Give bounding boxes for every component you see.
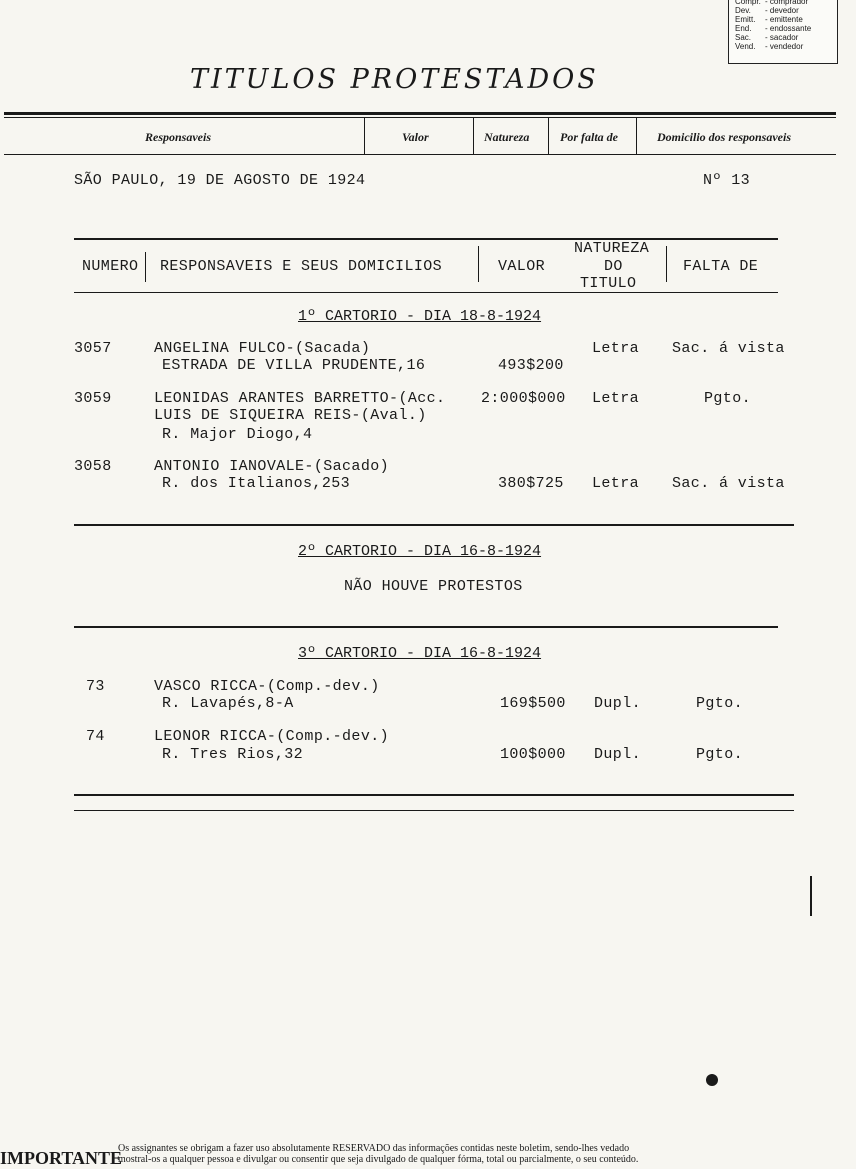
footer-notice-line: mostral-os a qualquer pessoa e divulgar ou consentir que seja divulgado de qualquer fórma, total ou parcialmente, o seu conteúdo. xyxy=(118,1154,639,1165)
form-header-valor: Valor xyxy=(402,130,429,144)
entry-line: R. Tres Rios,32 xyxy=(162,746,304,763)
col-header-natureza: NATUREZA xyxy=(574,240,650,257)
header-divider xyxy=(548,117,549,155)
entry-falta: Pgto. xyxy=(696,746,744,763)
legend-abbr: Dev. xyxy=(735,6,751,15)
header-rule-top xyxy=(4,112,836,115)
header-divider xyxy=(364,117,365,155)
footer-label: IMPORTANTE xyxy=(0,1148,123,1168)
entry-natureza: Dupl. xyxy=(594,746,642,763)
ink-blot xyxy=(706,1074,718,1086)
legend-meaning: - sacador xyxy=(765,33,799,42)
entry-number: 3058 xyxy=(74,458,112,475)
section-heading: 3º CARTORIO - DIA 16-8-1924 xyxy=(298,645,542,662)
legend-meaning: - devedor xyxy=(765,6,799,15)
legend-meaning: - endossante xyxy=(765,24,812,33)
form-header-domicilio: Domicilio dos responsaveis xyxy=(657,130,791,144)
entry-natureza: Letra xyxy=(592,475,640,492)
entry-valor: 2:000$000 xyxy=(481,390,566,407)
legend-abbr: Vend. xyxy=(735,42,756,51)
form-header-natureza: Natureza xyxy=(484,130,530,144)
abbreviation-legend xyxy=(728,0,838,64)
entry-falta: Pgto. xyxy=(704,390,752,407)
legend-row xyxy=(729,6,837,15)
form-header-falta: Por falta de xyxy=(560,130,618,144)
table-divider xyxy=(145,252,146,282)
legend-meaning: - emittente xyxy=(765,15,803,24)
entry-line: ANGELINA FULCO-(Sacada) xyxy=(154,340,371,357)
entry-number: 3057 xyxy=(74,340,112,357)
section-rule xyxy=(74,524,794,526)
header-divider xyxy=(636,117,637,155)
issue-number: Nº 13 xyxy=(703,172,751,189)
entry-natureza: Letra xyxy=(592,390,640,407)
legend-row xyxy=(729,33,837,42)
form-header-responsaveis: Responsaveis xyxy=(145,130,211,144)
entry-falta: Sac. á vista xyxy=(672,340,785,357)
legend-row xyxy=(729,42,837,51)
entry-valor: 493$200 xyxy=(498,357,564,374)
entry-falta: Pgto. xyxy=(696,695,744,712)
header-rule-top-thin xyxy=(4,117,836,118)
entry-line: LEONOR RICCA-(Comp.-dev.) xyxy=(154,728,390,745)
entry-natureza: Dupl. xyxy=(594,695,642,712)
col-header-falta: FALTA DE xyxy=(683,258,759,275)
entry-number: 74 xyxy=(86,728,105,745)
col-header-natureza-do: DO xyxy=(604,258,623,275)
entry-line: R. dos Italianos,253 xyxy=(162,475,351,492)
closing-rule-thin xyxy=(74,810,794,811)
entry-line: ANTONIO IANOVALE-(Sacado) xyxy=(154,458,390,475)
closing-rule xyxy=(74,794,794,796)
table-rule-bottom xyxy=(74,292,778,293)
entry-natureza: Letra xyxy=(592,340,640,357)
entry-number: 73 xyxy=(86,678,105,695)
col-header-responsaveis: RESPONSAVEIS E SEUS DOMICILIOS xyxy=(160,258,443,275)
legend-meaning: - vendedor xyxy=(765,42,804,51)
legend-meaning: - comprador xyxy=(765,0,809,6)
entry-line: LEONIDAS ARANTES BARRETTO-(Acc. xyxy=(154,390,446,407)
table-divider xyxy=(666,246,667,282)
entry-valor: 169$500 xyxy=(500,695,566,712)
section-heading: 2º CARTORIO - DIA 16-8-1924 xyxy=(298,543,542,560)
entry-line: R. Major Diogo,4 xyxy=(162,426,313,443)
legend-row xyxy=(729,15,837,24)
page-title: TITULOS PROTESTADOS xyxy=(190,64,599,95)
legend-abbr: Sac. xyxy=(735,33,752,42)
table-divider xyxy=(478,246,479,282)
legend-abbr: End. xyxy=(735,24,752,33)
col-header-valor: VALOR xyxy=(498,258,546,275)
section-heading: 1º CARTORIO - DIA 18-8-1924 xyxy=(298,308,542,325)
col-header-natureza-titulo: TITULO xyxy=(580,275,637,292)
footer-notice xyxy=(118,1143,856,1165)
entry-valor: 380$725 xyxy=(498,475,564,492)
entry-number: 3059 xyxy=(74,390,112,407)
legend-abbr: Compr. xyxy=(735,0,761,6)
legend-abbr: Emitt. xyxy=(735,15,756,24)
entry-valor: 100$000 xyxy=(500,746,566,763)
section-note: NÃO HOUVE PROTESTOS xyxy=(344,578,523,595)
header-rule-bottom xyxy=(4,154,836,155)
entry-line: R. Lavapés,8-A xyxy=(162,695,294,712)
entry-line: LUIS DE SIQUEIRA REIS-(Aval.) xyxy=(154,407,427,424)
pen-mark xyxy=(810,876,812,916)
entry-line: ESTRADA DE VILLA PRUDENTE,16 xyxy=(162,357,426,374)
entry-line: VASCO RICCA-(Comp.-dev.) xyxy=(154,678,380,695)
legend-row xyxy=(729,24,837,33)
header-divider xyxy=(473,117,474,155)
col-header-numero: NUMERO xyxy=(82,258,139,275)
table-rule-top xyxy=(74,238,778,240)
section-rule xyxy=(74,626,778,628)
entry-falta: Sac. á vista xyxy=(672,475,785,492)
footer-notice-line: Os assignantes se obrigam a fazer uso absolutamente RESERVADO das informações contidas neste boletim, sendo-lhes vedado xyxy=(118,1143,630,1154)
date-line: SÃO PAULO, 19 DE AGOSTO DE 1924 xyxy=(74,172,366,189)
